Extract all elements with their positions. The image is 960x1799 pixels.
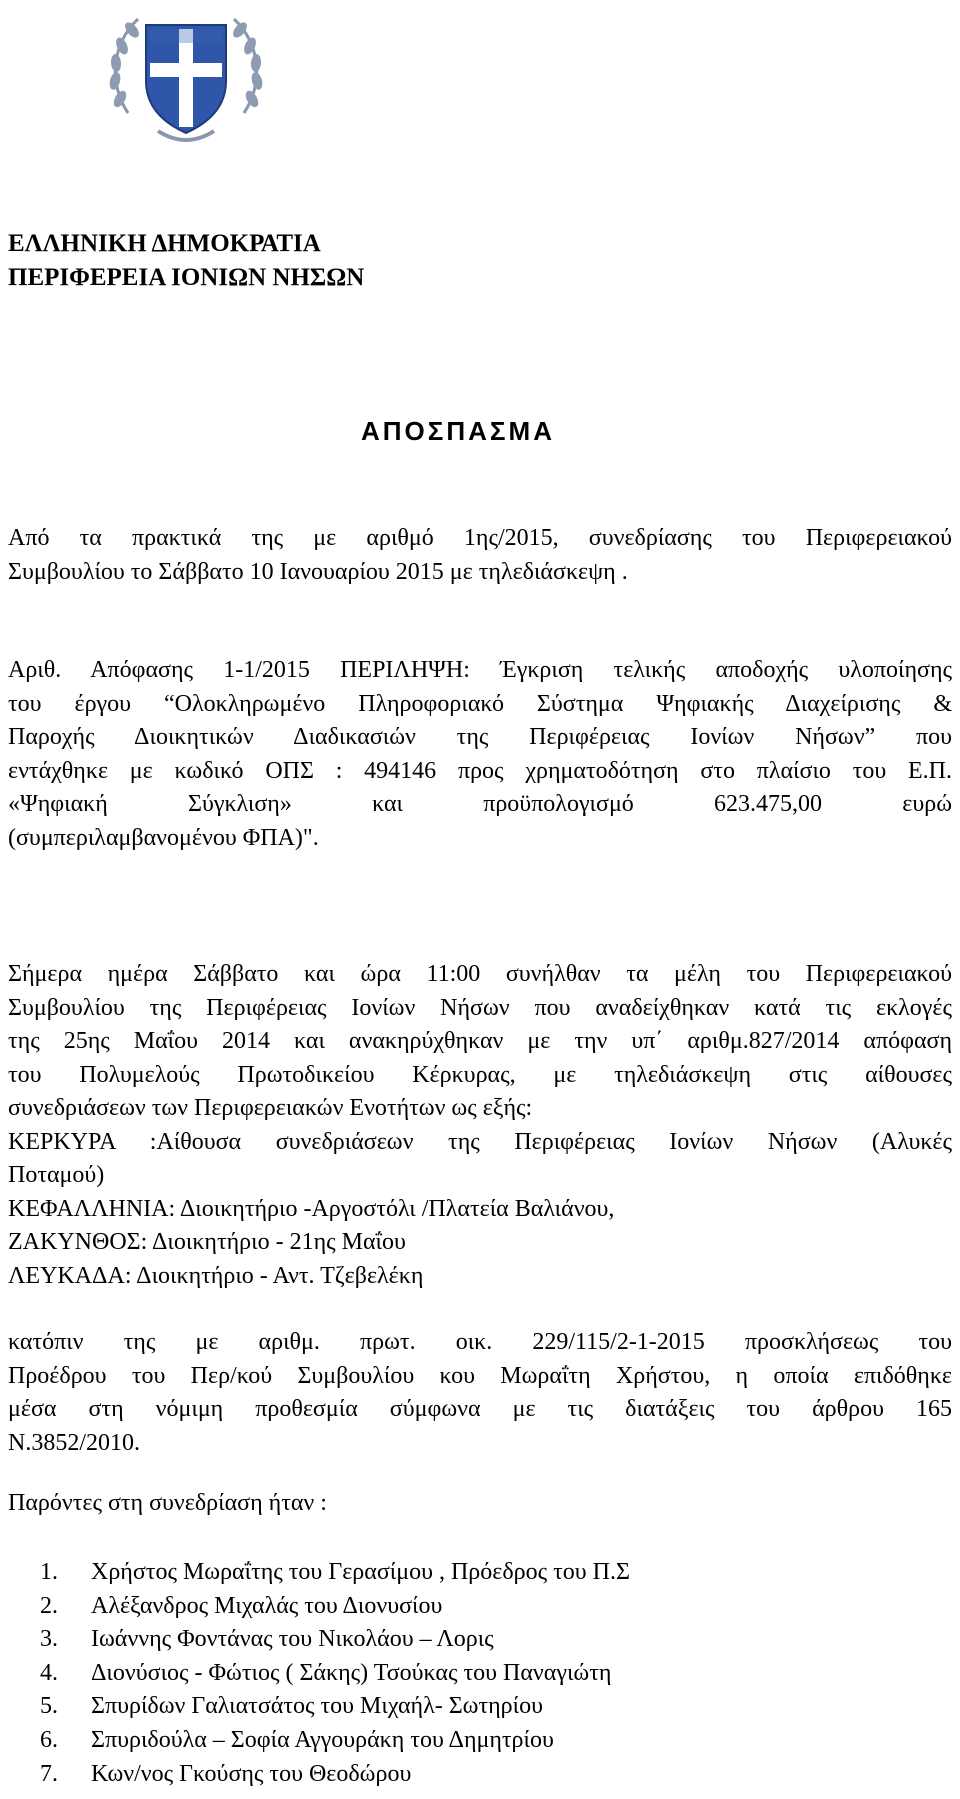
list-item bbox=[40, 1623, 630, 1657]
invitation-line: μέσα στη νόμιμη προθεσμία σύμφωνα με τις διατάξεις του άρθρου 165 bbox=[8, 1396, 952, 1422]
member-name: Σπυρίδων Γαλιατσάτος του Μιχαήλ- Σωτηρίου bbox=[91, 1693, 543, 1720]
list-item bbox=[40, 1758, 630, 1792]
session-line: της 25ης Μαΐου 2014 και ανακηρύχθηκαν με την υπ΄ αριθμ.827/2014 απόφαση bbox=[8, 1028, 952, 1054]
session-line: Συμβουλίου της Περιφέρειας Ιονίων Νήσων που αναδείχθηκαν κατά τις εκλογές bbox=[8, 994, 952, 1021]
decision-summary-paragraph bbox=[8, 654, 952, 855]
invitation-paragraph bbox=[8, 1326, 952, 1460]
greek-coat-of-arms-icon bbox=[98, 3, 274, 153]
list-number: 6. bbox=[40, 1726, 58, 1753]
decision-line: «Ψηφιακή Σύγκλιση» και προϋπολογισμό 623.475,00 ευρώ bbox=[8, 791, 952, 817]
list-number: 4. bbox=[40, 1659, 58, 1686]
decision-line: Παροχής Διοικητικών Διαδικασιών της Περιφέρειας Ιονίων Νήσων” που bbox=[8, 724, 952, 750]
intro-paragraph bbox=[8, 522, 952, 589]
list-number: 3. bbox=[40, 1626, 58, 1653]
session-line: ΚΕΦΑΛΛΗΝΙΑ: Διοικητήριο -Αργοστόλι /Πλατεία Βαλιάνου, bbox=[8, 1195, 615, 1222]
member-name: Κων/νος Γκούσης του Θεοδώρου bbox=[91, 1760, 412, 1787]
decision-line: εντάχθηκε με κωδικό ΟΠΣ : 494146 προς χρηματοδότηση στο πλαίσιο του Ε.Π. bbox=[8, 757, 952, 784]
decision-line: (συμπεριλαμβανομένου ΦΠΑ)". bbox=[8, 824, 319, 851]
attendee-list bbox=[40, 1556, 630, 1791]
session-line: συνεδριάσεων των Περιφερειακών Ενοτήτων ως εξής: bbox=[8, 1095, 533, 1121]
invitation-line: Ν.3852/2010. bbox=[8, 1429, 140, 1456]
session-line: Ποταμού) bbox=[8, 1162, 105, 1188]
list-number: 7. bbox=[40, 1760, 58, 1787]
session-line: του Πολυμελούς Πρωτοδικείου Κέρκυρας, με τηλεδιάσκεψη στις αίθουσες bbox=[8, 1061, 952, 1088]
member-name: Αλέξανδρος Μιχαλάς του Διονυσίου bbox=[91, 1592, 443, 1619]
header-region: ΠΕΡΙΦΕΡΕΙΑ ΙΟΝΙΩΝ ΝΗΣΩΝ bbox=[8, 264, 365, 291]
list-item bbox=[40, 1590, 630, 1624]
issuer-header bbox=[8, 227, 364, 295]
invitation-line: Προέδρου του Περ/κού Συμβουλίου κου Μωραΐτη Χρήστου, η οποία επιδόθηκε bbox=[8, 1362, 952, 1389]
session-paragraph bbox=[8, 958, 952, 1293]
header-country: ΕΛΛΗΝΙΚΗ ΔΗΜΟΚΡΑΤΙΑ bbox=[8, 230, 321, 257]
list-number: 5. bbox=[40, 1693, 58, 1720]
attendance-label: Παρόντες στη συνεδρίαση ήταν : bbox=[8, 1490, 327, 1516]
session-line: ΚΕΡΚΥΡΑ :Αίθουσα συνεδριάσεων της Περιφέρειας Ιονίων Νήσων (Αλυκές bbox=[8, 1128, 952, 1155]
session-line: ΛΕΥΚΑΔΑ: Διοικητήριο - Αντ. Τζεβελέκη bbox=[8, 1262, 424, 1289]
list-item bbox=[40, 1657, 630, 1691]
session-line: ΖΑΚΥΝΘΟΣ: Διοικητήριο - 21ης Μαΐου bbox=[8, 1229, 406, 1255]
session-line: Σήμερα ημέρα Σάββατο και ώρα 11:00 συνήλθαν τα μέλη του Περιφερειακού bbox=[8, 961, 952, 987]
member-name: Ιωάννης Φοντάνας του Νικολάου – Λορις bbox=[91, 1626, 494, 1653]
document-title: ΑΠΟΣΠΑΣΜΑ bbox=[361, 416, 555, 446]
member-name: Χρήστος Μωραΐτης του Γερασίμου , Πρόεδρος του Π.Σ bbox=[91, 1559, 630, 1585]
member-name: Σπυριδούλα – Σοφία Αγγουράκη του Δημητρίου bbox=[91, 1726, 554, 1753]
member-name: Διονύσιος - Φώτιος ( Σάκης) Τσούκας του Παναγιώτη bbox=[91, 1659, 612, 1686]
intro-line: Συμβουλίου το Σάββατο 10 Ιανουαρίου 2015 με τηλεδιάσκεψη . bbox=[8, 558, 628, 585]
list-number: 2. bbox=[40, 1592, 58, 1619]
decision-line: του έργου “Ολοκληρωμένο Πληροφοριακό Σύστημα Ψηφιακής Διαχείρισης & bbox=[8, 690, 952, 717]
decision-line: Αριθ. Απόφασης 1-1/2015 ΠΕΡΙΛΗΨΗ: Έγκριση τελικής αποδοχής υλοποίησης bbox=[8, 657, 952, 683]
list-number: 1. bbox=[40, 1559, 58, 1585]
list-item bbox=[40, 1724, 630, 1758]
list-item bbox=[40, 1556, 630, 1590]
invitation-line: κατόπιν της με αριθμ. πρωτ. οικ. 229/115/2-1-2015 προσκλήσεως του bbox=[8, 1329, 952, 1355]
list-item bbox=[40, 1690, 630, 1724]
intro-line: Από τα πρακτικά της με αριθμό 1ης/2015, συνεδρίασης του Περιφερειακού bbox=[8, 525, 952, 551]
